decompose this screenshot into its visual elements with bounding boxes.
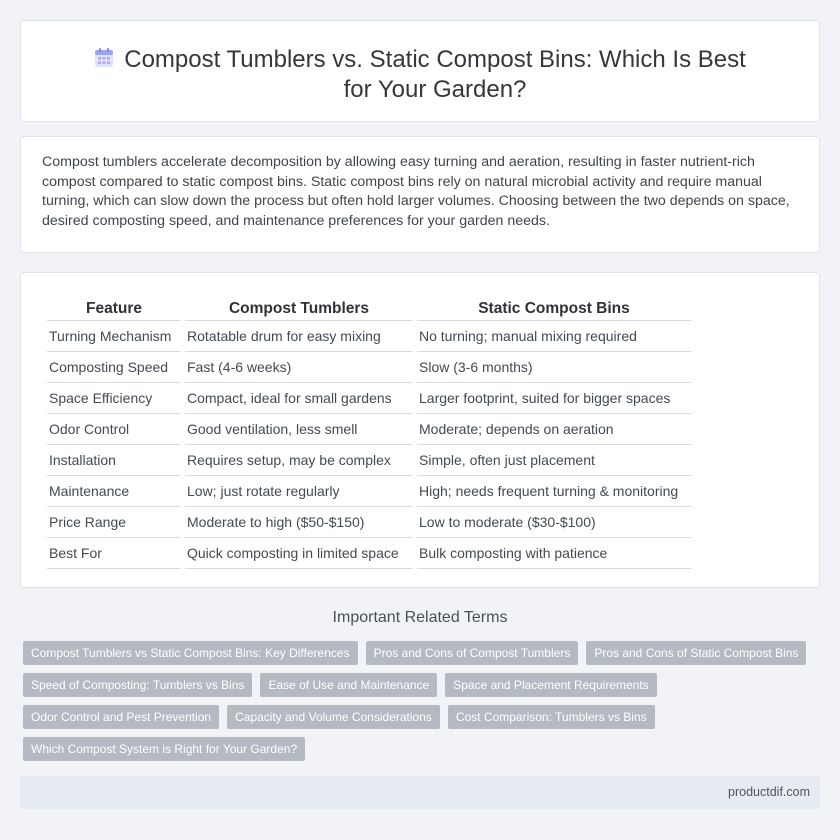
related-term-tag[interactable]: Which Compost System is Right for Your Garden? — [23, 737, 305, 761]
table-cell: Fast (4-6 weeks) — [185, 352, 413, 383]
table-row — [47, 476, 691, 507]
related-term-tag[interactable]: Space and Placement Requirements — [445, 673, 656, 697]
table-cell: Good ventilation, less smell — [185, 414, 413, 445]
table-cell: Odor Control — [47, 414, 181, 445]
table-cell: Low; just rotate regularly — [185, 476, 413, 507]
related-terms-list — [23, 641, 813, 761]
table-cell: Rotatable drum for easy mixing — [185, 321, 413, 352]
table-cell: Low to moderate ($30-$100) — [417, 507, 691, 538]
column-header-bins: Static Compost Bins — [417, 295, 691, 321]
comparison-card — [20, 272, 820, 588]
table-row — [47, 321, 691, 352]
table-cell: Larger footprint, suited for bigger spaces — [417, 383, 691, 414]
table-row — [47, 507, 691, 538]
table-cell: Quick composting in limited space — [185, 538, 413, 569]
column-header-feature: Feature — [47, 295, 181, 321]
table-cell: Composting Speed — [47, 352, 181, 383]
related-term-tag[interactable]: Pros and Cons of Static Compost Bins — [586, 641, 806, 665]
related-term-tag[interactable]: Cost Comparison: Tumblers vs Bins — [448, 705, 655, 729]
table-cell: Maintenance — [47, 476, 181, 507]
title-card — [20, 20, 820, 122]
table-cell: Price Range — [47, 507, 181, 538]
table-cell: Turning Mechanism — [47, 321, 181, 352]
related-term-tag[interactable]: Odor Control and Pest Prevention — [23, 705, 219, 729]
table-cell: High; needs frequent turning & monitoring — [417, 476, 691, 507]
intro-paragraph: Compost tumblers accelerate decomposition by allowing easy turning and aeration, resulting in faster nutrient-rich compost compared to static compost bins. Static compost bins rely on natural microbial activity and require manual turning, which can slow down the process but often hold larger volumes. Choosing between the two depends on space, desired composting speed, and maintenance preferences for your garden needs. — [42, 154, 790, 229]
table-cell: Requires setup, may be complex — [185, 445, 413, 476]
related-term-tag[interactable]: Speed of Composting: Tumblers vs Bins — [23, 673, 252, 697]
site-name[interactable]: productdif.com — [728, 785, 810, 799]
table-cell: Simple, often just placement — [417, 445, 691, 476]
table-cell: Bulk composting with patience — [417, 538, 691, 569]
table-cell: Compact, ideal for small gardens — [185, 383, 413, 414]
table-row — [47, 538, 691, 569]
table-cell: Space Efficiency — [47, 383, 181, 414]
related-terms-heading: Important Related Terms — [332, 609, 508, 626]
related-term-tag[interactable]: Compost Tumblers vs Static Compost Bins: Key Differences — [23, 641, 358, 665]
page-title: Compost Tumblers vs. Static Compost Bins: Which Is Best for Your Garden? — [124, 46, 746, 103]
table-row — [47, 383, 691, 414]
table-cell: Moderate; depends on aeration — [417, 414, 691, 445]
table-cell: Moderate to high ($50-$150) — [185, 507, 413, 538]
related-term-tag[interactable]: Ease of Use and Maintenance — [260, 673, 437, 697]
column-header-tumblers: Compost Tumblers — [185, 295, 413, 321]
related-term-tag[interactable]: Pros and Cons of Compost Tumblers — [366, 641, 579, 665]
table-header-row — [47, 295, 691, 321]
table-cell: Slow (3-6 months) — [417, 352, 691, 383]
table-cell: Best For — [47, 538, 181, 569]
table-cell: Installation — [47, 445, 181, 476]
footer — [20, 776, 820, 809]
table-row — [47, 414, 691, 445]
comparison-table — [43, 295, 695, 569]
table-row — [47, 445, 691, 476]
related-term-tag[interactable]: Capacity and Volume Considerations — [227, 705, 440, 729]
intro-card — [20, 136, 820, 253]
table-row — [47, 352, 691, 383]
table-cell: No turning; manual mixing required — [417, 321, 691, 352]
